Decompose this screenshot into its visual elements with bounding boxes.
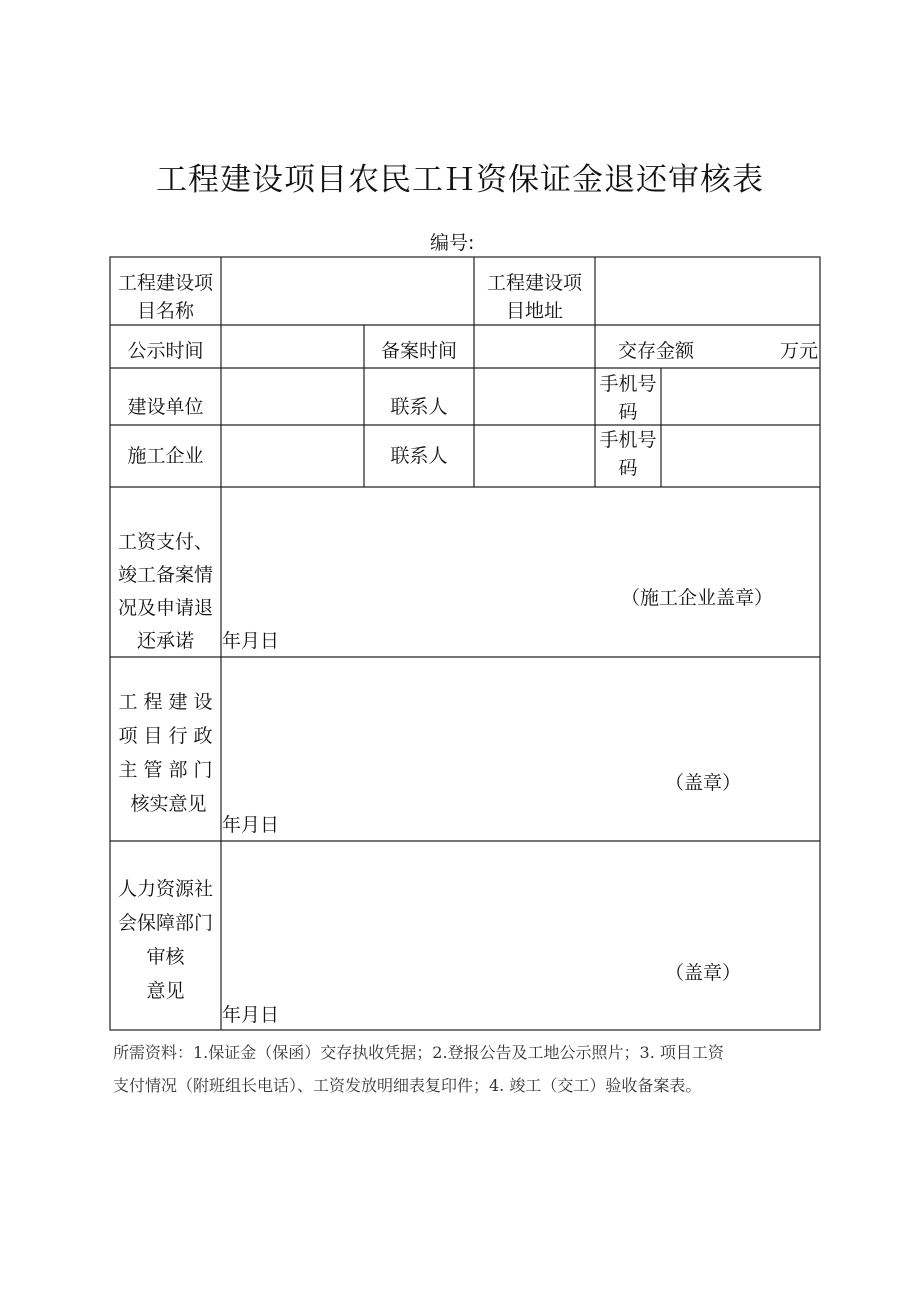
contractor-field[interactable] bbox=[222, 426, 363, 486]
construction-unit-field[interactable] bbox=[222, 369, 363, 424]
required-documents-note: 所需资料：1.保证金（保函）交存执收凭据；2.登报公告及工地公示照片；3. 项目工资 支付情况（附班组长电话）、工资发放明细表复印件；4. 竣工（交工）验收备案表。 bbox=[113, 1043, 724, 1095]
contractor-contact-label: 联系人 bbox=[390, 445, 448, 467]
contractor-phone-label: 手机号 码 bbox=[599, 429, 657, 479]
admin-review-label: 工程建设 项目行政 主管部门 核实意见 bbox=[118, 691, 219, 815]
construction-contact-field[interactable] bbox=[475, 369, 594, 424]
construction-phone-field[interactable] bbox=[662, 369, 819, 424]
project-name-field[interactable] bbox=[222, 258, 473, 324]
wage-commitment-label: 工资支付、 竣工备案情 况及申请退 还承诺 bbox=[117, 531, 213, 652]
contractor-contact-field[interactable] bbox=[475, 426, 594, 486]
admin-seal-label: （盖章） bbox=[665, 772, 742, 794]
hr-review-field[interactable] bbox=[222, 842, 819, 1029]
construction-unit-label: 建设单位 bbox=[127, 396, 204, 418]
amount-unit-label: 万元 bbox=[780, 340, 819, 362]
filing-time-label: 备案时间 bbox=[380, 340, 457, 362]
contractor-seal-label: （施工企业盖章） bbox=[621, 587, 774, 609]
project-name-label: 工程建设项 目名称 bbox=[117, 272, 213, 322]
contractor-date-label: 年月日 bbox=[222, 630, 280, 652]
wage-commitment-field[interactable] bbox=[222, 488, 819, 656]
hr-seal-label: （盖章） bbox=[665, 962, 742, 984]
hr-date-label: 年月日 bbox=[222, 1004, 280, 1026]
construction-phone-label: 手机号 码 bbox=[599, 373, 657, 423]
hr-review-label: 人力资源社 会保障部门 审核 意见 bbox=[117, 878, 213, 1002]
construction-contact-label: 联系人 bbox=[390, 396, 448, 418]
contractor-phone-field[interactable] bbox=[662, 426, 819, 486]
publicity-time-label: 公示时间 bbox=[127, 340, 204, 362]
project-address-field[interactable] bbox=[596, 258, 819, 324]
page-title: 工程建设项目农民工Ｈ资保证金退还审核表 bbox=[156, 162, 764, 198]
project-address-label: 工程建设项 目地址 bbox=[486, 272, 582, 322]
admin-review-field[interactable] bbox=[222, 658, 819, 840]
form-number-label: 编号: bbox=[430, 232, 475, 254]
admin-date-label: 年月日 bbox=[222, 814, 280, 836]
contractor-label: 施工企业 bbox=[127, 445, 204, 467]
publicity-time-field[interactable] bbox=[222, 326, 363, 367]
filing-time-field[interactable] bbox=[475, 326, 594, 367]
deposit-amount-label: 交存金额 bbox=[618, 340, 695, 362]
